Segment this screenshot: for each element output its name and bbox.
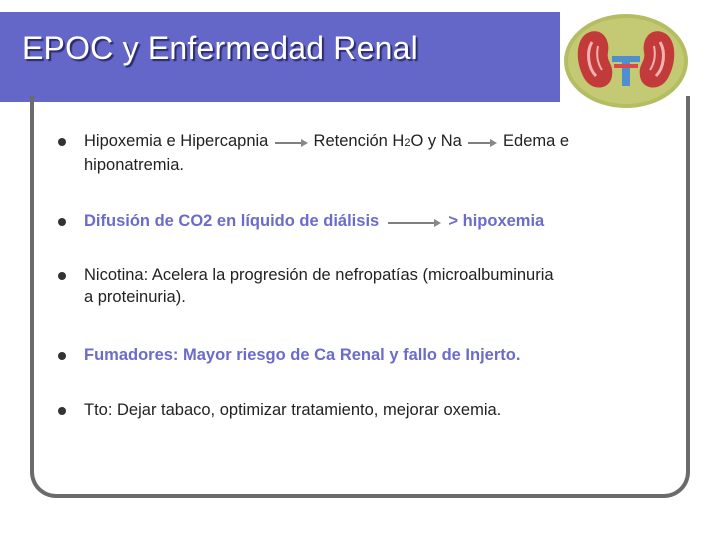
bullet-text: Difusión de CO2 en líquido de diálisis [84, 212, 380, 230]
slide-title: EPOC y Enfermedad Renal [22, 30, 418, 66]
bullet-dot [58, 138, 66, 146]
bullet-text: > hipoxemia [448, 212, 545, 230]
bullet-text: Hipoxemia e Hipercapnia [84, 132, 269, 150]
bullet-nicotina [58, 264, 696, 308]
bullet-text-line2: a proteinuria). [84, 288, 186, 306]
bullet-dot [58, 407, 66, 415]
bullet-dot [58, 352, 66, 360]
bullet-difusion [58, 210, 696, 233]
bullet-text: Nicotina: Acelera la progresión de nefropatías (microalbuminuria [84, 266, 554, 284]
arrow-icon [466, 131, 498, 153]
bullet-hipoxemia [58, 130, 696, 176]
arrow-icon [384, 211, 444, 233]
bullet-text: Fumadores: Mayor riesgo de Ca Renal y fallo de Injerto. [84, 346, 521, 364]
bullet-text: Tto: Dejar tabaco, optimizar tratamiento, mejorar oxemia. [84, 401, 502, 419]
bullet-dot [58, 218, 66, 226]
arrow-icon [273, 131, 309, 153]
subscript: 2 [404, 137, 411, 149]
bullet-text-line2: hiponatremia. [84, 156, 184, 174]
bullet-fumadores [58, 344, 696, 366]
bullet-tto [58, 399, 696, 421]
bullet-dot [58, 272, 66, 280]
bullet-text: Retención H [313, 132, 405, 150]
bullet-text: O y Na [410, 132, 462, 150]
bullet-text: Edema e [503, 132, 570, 150]
